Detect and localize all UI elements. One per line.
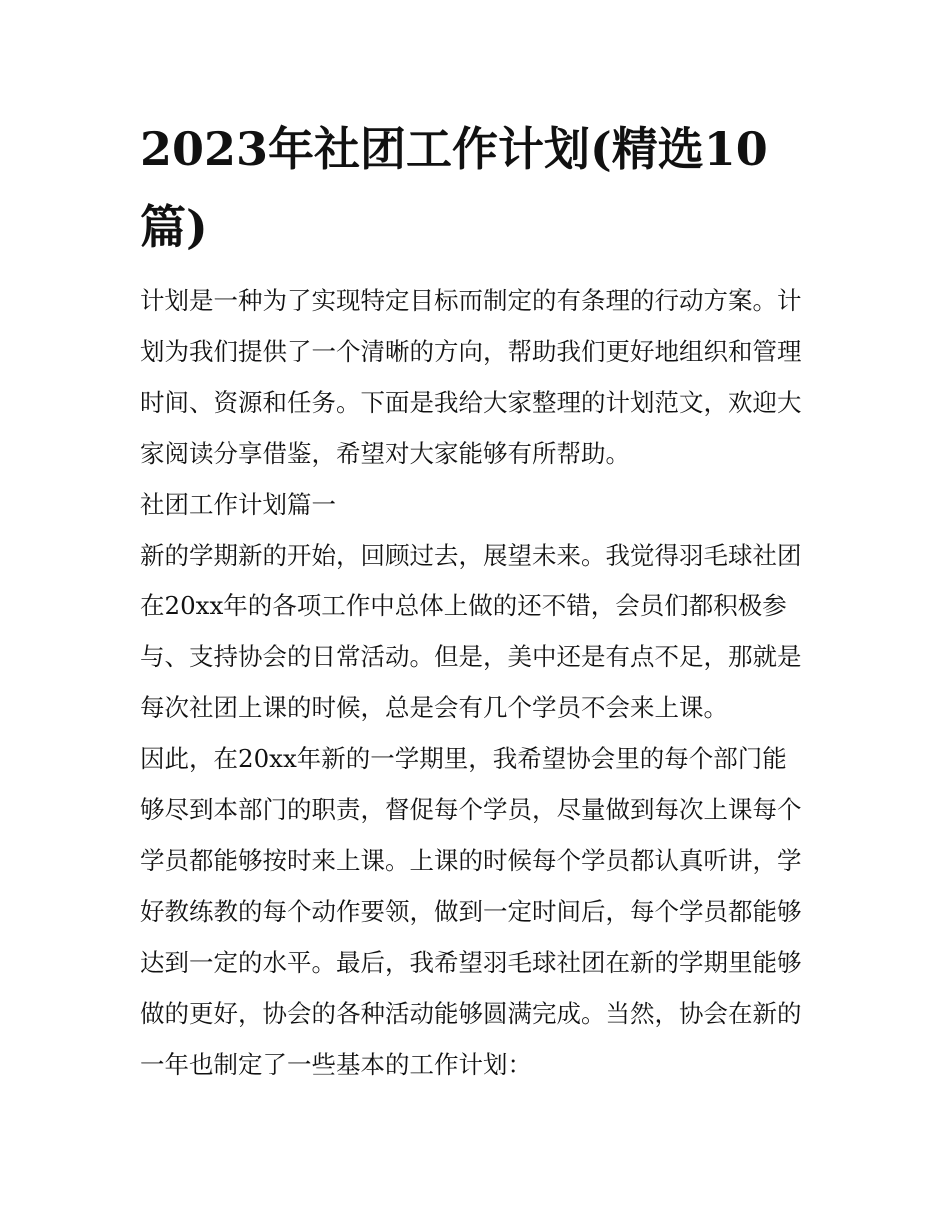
- document-title: [140, 110, 840, 266]
- text-line: 好教练教的每个动作要领，做到一定时间后，每个学员都能够: [140, 896, 802, 926]
- text-line: 在20xx年的各项工作中总体上做的还不错，会员们都积极参: [140, 591, 787, 621]
- text-line: 新的学期新的开始，回顾过去，展望未来。我觉得羽毛球社团: [140, 540, 802, 570]
- title-line: 篇): [140, 200, 208, 254]
- section-heading: 社团工作计划篇一: [140, 489, 336, 519]
- text-line: 够尽到本部门的职责，督促每个学员，尽量做到每次上课每个: [140, 795, 802, 825]
- text-line: 因此，在20xx年新的一学期里，我希望协会里的每个部门能: [140, 744, 787, 774]
- text-line: 学员都能够按时来上课。上课的时候每个学员都认真听讲，学: [140, 845, 802, 875]
- text-line: 一年也制定了一些基本的工作计划：: [140, 1049, 532, 1079]
- text-line: 做的更好，协会的各种活动能够圆满完成。当然，协会在新的: [140, 998, 802, 1028]
- text-line: 达到一定的水平。最后，我希望羽毛球社团在新的学期里能够: [140, 947, 802, 977]
- text-line: 与、支持协会的日常活动。但是，美中还是有点不足，那就是: [140, 642, 802, 672]
- text-line: 计划是一种为了实现特定目标而制定的有条理的行动方案。计: [140, 286, 802, 315]
- text-line: 每次社团上课的时候，总是会有几个学员不会来上课。: [140, 693, 728, 723]
- text-line: 划为我们提供了一个清晰的方向，帮助我们更好地组织和管理: [140, 336, 802, 366]
- text-line: 时间、资源和任务。下面是我给大家整理的计划范文，欢迎大: [140, 387, 802, 417]
- text-line: 家阅读分享借鉴，希望对大家能够有所帮助。: [140, 438, 630, 468]
- title-line: 2023年社团工作计划(精选10: [140, 122, 768, 176]
- document-body: [140, 276, 830, 1091]
